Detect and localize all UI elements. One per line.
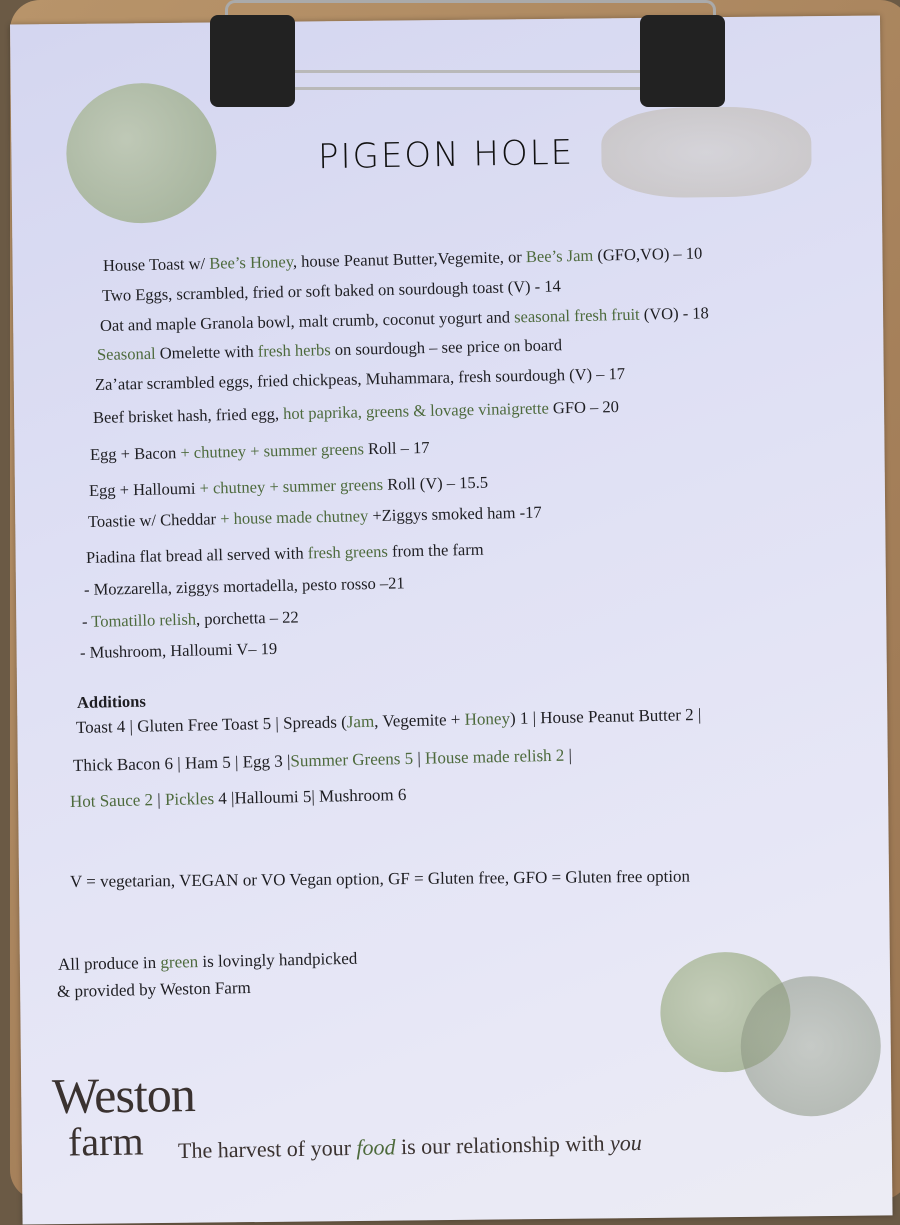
apple-illustration-top-left [66, 82, 217, 224]
text-segment: House Toast w/ [102, 253, 210, 275]
text-segment: Pickles [164, 788, 215, 810]
text-segment: ) 1 | House Peanut Butter 2 | [509, 704, 702, 728]
text-segment: Tomatillo relish [91, 609, 197, 631]
text-segment: Hot Sauce 2 [69, 790, 154, 811]
text-segment: + house made chutney [219, 506, 369, 529]
text-segment: - Mozzarella, ziggys mortadella, pesto rosso –21 [83, 573, 405, 599]
text-segment: hot paprika, greens & lovage vinaigrette [282, 398, 549, 424]
text-segment: Toast 4 | Gluten Free Toast 5 | Spreads ( [75, 712, 348, 737]
text-segment: Bee’s Jam [525, 245, 594, 267]
menu-item [80, 639, 278, 663]
additions-heading: Additions [76, 691, 146, 712]
text-segment: Roll (V) – 15.5 [382, 472, 489, 494]
chicken-illustration [601, 106, 812, 198]
text-segment: Piadina flat bread all served with [85, 543, 308, 567]
text-segment: Bee’s Honey [209, 252, 294, 273]
text-segment: Honey [464, 708, 511, 729]
footnote-line [57, 978, 251, 1002]
text-segment: fresh herbs [257, 340, 331, 361]
text-segment: Egg + Halloumi [88, 478, 200, 500]
text-segment: fresh greens [307, 541, 389, 563]
text-segment: +Ziggys smoked ham -17 [368, 502, 542, 526]
text-segment: House made relish 2 [424, 745, 565, 768]
text-segment: + chutney + summer greens [180, 439, 365, 463]
text-segment: Jam [346, 711, 375, 732]
text-segment: , porchetta – 22 [195, 607, 299, 629]
text-segment: | [152, 790, 166, 810]
text-segment: , house Peanut Butter,Vegemite, or [292, 247, 527, 272]
text-segment: - Mushroom, Halloumi V– 19 [79, 638, 278, 662]
clipboard-clip [210, 0, 725, 105]
text-segment: & provided by Weston Farm [56, 977, 251, 1001]
text-segment: Two Eggs, scrambled, fried or soft baked on sourdough toast (V) - 14 [101, 276, 562, 305]
text-segment: Summer Greens 5 [290, 748, 414, 771]
text-segment: | [412, 748, 426, 768]
text-segment: Seasonal [96, 343, 156, 364]
logo-farm: farm [67, 1118, 144, 1165]
text-segment: (VO) - 18 [639, 303, 710, 324]
text-segment: Toastie w/ Cheddar [87, 509, 221, 531]
page-title: PIGEON HOLE [317, 132, 575, 178]
logo-weston: Weston [51, 1066, 196, 1124]
text-segment: + chutney + summer greens [199, 474, 384, 498]
text-segment: from the farm [387, 539, 484, 561]
pea-plant-illustration [740, 975, 881, 1116]
tagline-part: The harvest of your [177, 1134, 357, 1164]
text-segment: is lovingly handpicked [197, 948, 358, 972]
clipboard [10, 0, 900, 1200]
tagline-part: food [356, 1134, 396, 1160]
dietary-legend: V = vegetarian, VEGAN or VO Vegan option, GF = Gluten free, GFO = Gluten free option [69, 866, 691, 891]
text-segment: Oat and maple Granola bowl, malt crumb, coconut yogurt and [99, 307, 515, 335]
text-segment: - [81, 611, 92, 631]
tagline-part: you [609, 1129, 642, 1156]
text-segment: Za’atar scrambled eggs, fried chickpeas, Muhammara, fresh sourdough (V) – 17 [94, 363, 626, 394]
text-segment: Egg + Bacon [89, 443, 181, 464]
text-segment: Beef brisket hash, fried egg, [92, 404, 284, 427]
text-segment: green [160, 952, 199, 972]
text-segment: on sourdough – see price on board [330, 335, 563, 360]
text-segment: (GFO,VO) – 10 [593, 243, 703, 265]
text-segment: All produce in [57, 952, 161, 974]
text-segment: Thick Bacon 6 | Ham 5 | Egg 3 | [72, 751, 291, 775]
text-segment: , Vegemite + [373, 709, 465, 731]
tagline-part: is our relationship with [395, 1130, 611, 1160]
text-segment: | [564, 745, 573, 765]
text-segment: GFO – 20 [548, 396, 620, 418]
text-segment: Roll – 17 [363, 437, 430, 459]
text-segment: seasonal fresh fruit [513, 304, 640, 327]
text-segment: 4 |Halloumi 5| Mushroom 6 [213, 784, 407, 808]
text-segment: Omelette with [155, 341, 258, 363]
